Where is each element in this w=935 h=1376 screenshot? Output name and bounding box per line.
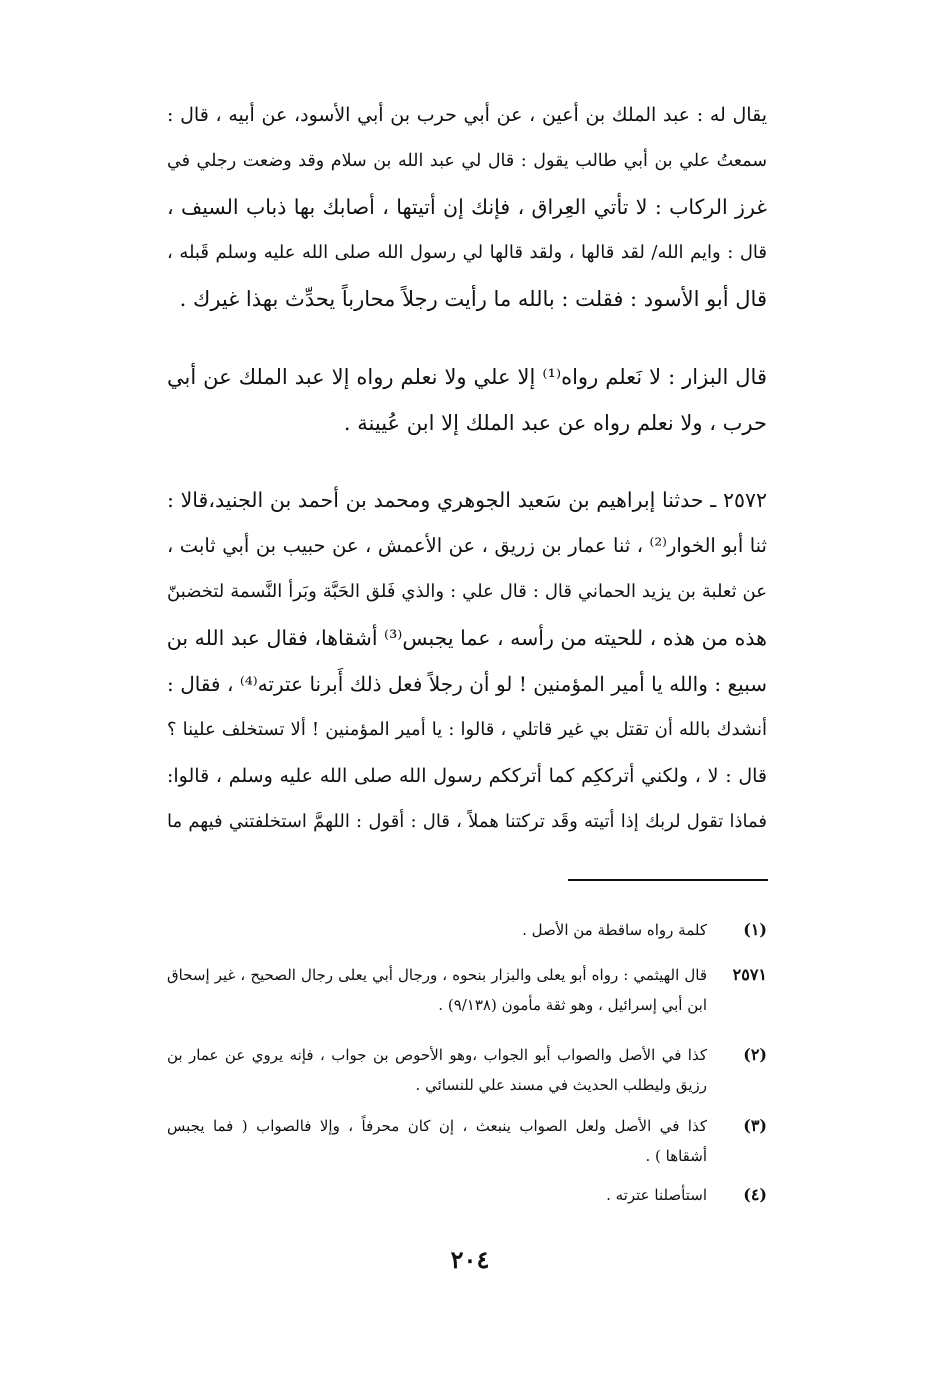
footnote-text [167, 960, 707, 1020]
footnote-marker: (٢) [743, 1045, 767, 1064]
footnote-text [167, 1111, 707, 1171]
text-line: سمعتُ علي بن أبي طالب يقول : قال لي عبد الله بن سلام وقد وضعت رجلي في [167, 151, 767, 171]
footnote-line: كذا في الأصل ولعل الصواب ينبعث ، إن كان محرفاً ، وإلا فالصواب ( فما يجبس [167, 1117, 707, 1135]
footnote-line: ابن أبي إسرائيل ، وهو ثقة مأمون (٩/١٣٨) . [438, 996, 707, 1014]
footnote-line: كلمة رواه ساقطة من الأصل . [522, 921, 707, 939]
footnote-marker: ٢٥٧١ [732, 965, 767, 984]
page-number: ٢٠٤ [450, 1245, 490, 1274]
footnote-text [167, 1180, 707, 1210]
paragraph-3 [167, 477, 767, 845]
text-line: هذه من هذه ، للحيته من رأسه ، عما يجبس⁽³⁾ أشقاها، فقال عبد الله بن [166, 626, 767, 650]
text-line: قال البزار : لا نَعلم رواه⁽¹⁾ إلا علي ولا نعلم رواه إلا عبد الملك عن أبي [167, 365, 767, 389]
text-line: قال : لا ، ولكني أترككِم كما أترككم رسول الله صلى الله عليه وسلم ، قالوا: [167, 765, 767, 787]
footnote-text [167, 915, 707, 945]
footnote-line: كذا في الأصل والصواب أبو الجواب ،وهو الأحوص بن جواب ، فإنه يروي عن عمار بن [167, 1046, 707, 1064]
footnote-separator [568, 879, 768, 881]
text-line: قال أبو الأسود : فقلت : بالله ما رأيت رجلاً محارباً يحدِّث بهذا غيرك . [179, 287, 767, 311]
paragraph-1 [167, 92, 767, 322]
text-line: حرب ، ولا نعلم رواه عن عبد الملك إلا ابن عُيينة . [343, 411, 767, 435]
text-line: سبيع : والله يا أمير المؤمنين ! لو أن رجلاً فعل ذلك أَبرنا عترته⁽⁴⁾ ، فقال : [167, 672, 767, 696]
text-line: ثنا أبو الخوار⁽²⁾ ، ثنا عمار بن زريق ، عن الأعمش ، عن حبيب بن أبي ثابت ، [167, 534, 767, 557]
footnote-line: رزيق وليطلب الحديث في مسند علي للنسائي . [415, 1076, 707, 1094]
footnote-marker: (٤) [743, 1185, 767, 1204]
footnote-marker: (١) [743, 920, 767, 939]
footnote-line: استأصلنا عترته . [606, 1186, 707, 1204]
footnote-marker: (٣) [743, 1116, 767, 1135]
text-line: غرز الركاب : لا تأتي العِراق ، فإنك إن أتيتها ، أصابك بها ذباب السيف ، [167, 195, 767, 219]
text-line: عن ثعلبة بن يزيد الحماني قال : قال علي : والذي فَلق الحَبَّة وبَرأ النَّسمة لتخضبنّ [167, 581, 767, 602]
text-line: يقال له : عبد الملك بن أعين ، عن أبي حرب بن أبي الأسود، عن أبيه ، قال : [167, 104, 767, 126]
text-line: أنشدك بالله أن تقتل بي غير قاتلي ، قالوا : يا أمير المؤمنين ! ألا تستخلف علينا ؟ [167, 719, 767, 740]
footnote-line: قال الهيثمي : رواه أبو يعلى والبزار بنحوه ، ورجال أبي يعلى رجال الصحيح ، غير إسحاق [167, 966, 707, 984]
text-line: ٢٥٧٢ ـ حدثنا إبراهيم بن سَعيد الجوهري ومحمد بن أحمد بن الجنيد،قالا : [167, 488, 767, 512]
footnote-line: أشقاها ) . [645, 1147, 707, 1165]
paragraph-2 [167, 354, 767, 446]
text-line: فماذا تقول لربك إذا أتيته وقَد تركتنا هملاً ، قال : أقول : اللهمَّ استخلفتني فيهم ما [167, 811, 767, 832]
text-line: قال : وايم الله/ لقد قالها ، ولقد قالها لي رسول الله صلى الله عليه وسلم قَبله ، [167, 242, 767, 263]
footnote-text [167, 1040, 707, 1100]
